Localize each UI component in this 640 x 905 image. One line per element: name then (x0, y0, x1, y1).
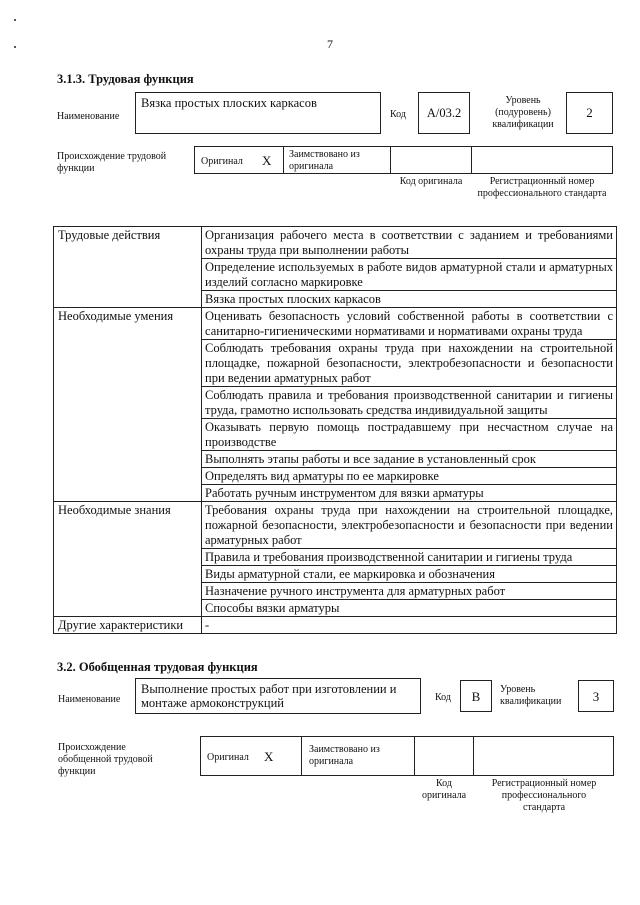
code-label: Код (390, 109, 406, 120)
level-label: Уровень (подуровень) квалификации (492, 95, 554, 130)
borrowed-label: Заимствовано из оригинала (309, 744, 380, 767)
level-field (578, 680, 614, 712)
code-label: Код (435, 692, 451, 703)
skill-cell: Выполнять этапы работы и все задание в установленный срок (202, 451, 617, 468)
table-row (54, 617, 617, 634)
table-row (54, 502, 617, 549)
borrowed-cell (301, 736, 415, 776)
skill-cell: Оценивать безопасность условий собственной работы в соответствии с санитарно-гигиеническими нормативами и нормативами охраны труда (202, 308, 617, 340)
table-row (54, 308, 617, 340)
page-number: 7 (327, 37, 333, 51)
skill-cell: Соблюдать правила и требования производственной санитарии и гигиены труда, грамотно использовать средства индивидуальной защиты (202, 387, 617, 419)
knowledge-cell: Требования охраны труда при нахождении на строительной площадке, пожарной безопасности, электробезопасности и безопасности при ведении арматурных работ (202, 502, 617, 549)
reg-number-cell (471, 146, 613, 174)
name-label: Наименование (58, 694, 121, 705)
reg-number-caption: Регистрационный номер профессионального стандарта (477, 176, 607, 199)
code-field (460, 680, 492, 712)
section-heading: 3.2. Обобщенная трудовая функция (57, 660, 258, 674)
section-heading: 3.1.3. Трудовая функция (57, 72, 194, 86)
skill-cell: Соблюдать требования охраны труда при нахождении на строительной площадке, пожарной безопасности, электробезопасности и безопасности при ведении арматурных работ (202, 340, 617, 387)
level-value: 2 (586, 105, 593, 120)
borrowed-label: Заимствовано из оригинала (289, 149, 360, 172)
function-name-field (135, 678, 421, 714)
original-mark: X (264, 749, 274, 764)
action-cell: Определение используемых в работе видов арматурной стали и арматурных изделий согласно маркировке (202, 259, 617, 291)
action-cell: Организация рабочего места в соответствии с заданием и требованиями охраны труда при выполнении работы (202, 227, 617, 259)
code-original-caption: Код оригинала (421, 778, 467, 801)
origin-label: Происхождение обобщенной трудовой функции (58, 742, 153, 777)
function-name-value: Выполнение простых работ при изготовлении и монтаже армоконструкций (141, 682, 397, 710)
code-field (418, 92, 470, 134)
category-cell: Другие характеристики (54, 617, 202, 634)
knowledge-cell: Назначение ручного инструмента для арматурных работ (202, 583, 617, 600)
code-original-cell (414, 736, 474, 776)
scan-speck (14, 19, 16, 21)
skill-cell: Работать ручным инструментом для вязки арматуры (202, 485, 617, 502)
function-name-value: Вязка простых плоских каркасов (141, 96, 317, 110)
name-label: Наименование (57, 111, 120, 122)
reg-number-caption: Регистрационный номер профессионального стандарта (491, 778, 597, 813)
category-cell: Трудовые действия (54, 227, 202, 308)
code-original-cell (390, 146, 472, 174)
code-value: В (471, 689, 481, 704)
level-field (566, 92, 613, 134)
level-label: Уровень квалификации (500, 684, 562, 707)
knowledge-cell: Способы вязки арматуры (202, 600, 617, 617)
origin-label: Происхождение трудовой функции (57, 151, 167, 174)
scan-speck (14, 46, 16, 48)
category-cell: Необходимые знания (54, 502, 202, 617)
category-cell: Необходимые умения (54, 308, 202, 502)
original-label: Оригинал (207, 752, 249, 763)
code-original-caption: Код оригинала (399, 176, 463, 187)
skill-cell: Определять вид арматуры по ее маркировке (202, 468, 617, 485)
knowledge-cell: Виды арматурной стали, ее маркировка и обозначения (202, 566, 617, 583)
other-cell: - (202, 617, 617, 634)
level-value: 3 (592, 689, 600, 704)
labor-function-table (53, 226, 617, 634)
knowledge-cell: Правила и требования производственной санитарии и гигиены труда (202, 549, 617, 566)
borrowed-cell (283, 146, 391, 174)
original-cell (200, 736, 302, 776)
original-cell (194, 146, 284, 174)
action-cell: Вязка простых плоских каркасов (202, 291, 617, 308)
function-name-field (135, 92, 381, 134)
reg-number-cell (473, 736, 614, 776)
table-row (54, 227, 617, 259)
skill-cell: Оказывать первую помощь пострадавшему при несчастном случае на производстве (202, 419, 617, 451)
original-label: Оригинал (201, 156, 243, 167)
code-value: А/03.2 (426, 106, 462, 120)
original-mark: X (262, 153, 272, 168)
